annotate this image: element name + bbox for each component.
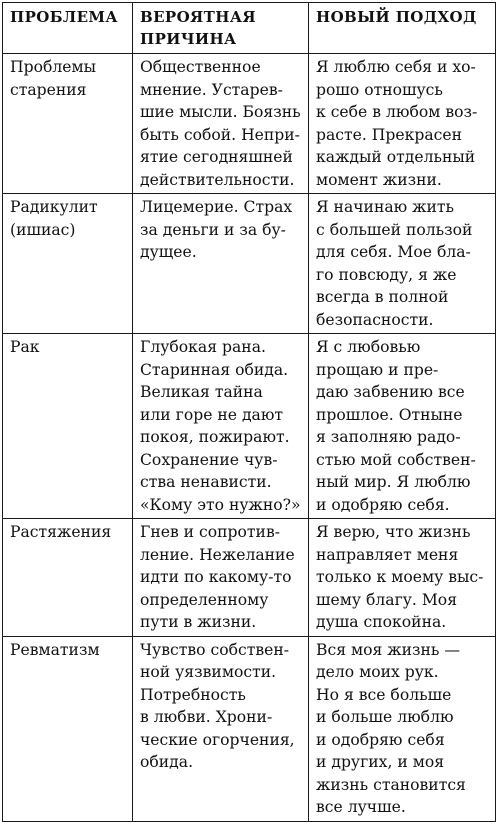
cell-line: ческие огорчения, — [140, 730, 295, 749]
problem-cause-table — [2, 2, 496, 822]
cell-line: в любви. Хрони- — [140, 708, 273, 726]
cell-line: Растяжения — [10, 523, 112, 541]
cell-line: определенному — [140, 590, 269, 609]
cell-line: Рак — [10, 338, 40, 356]
cell-line: жизнь становится — [316, 775, 466, 794]
cell-approach — [309, 519, 496, 637]
cell-line: Гнев и сопротив- — [140, 523, 280, 541]
header-cause: ВЕРОЯТНАЯ ПРИЧИНА — [133, 3, 309, 54]
cell-line: Лицемерие. Страх — [140, 198, 293, 216]
cell-line: и больше люблю — [316, 708, 454, 726]
table-body — [3, 54, 496, 822]
cell-line: старения — [10, 80, 87, 99]
table-row — [3, 636, 496, 821]
cell-line: го повсюду, я же — [316, 265, 457, 284]
cell-line: и других, и моя — [316, 753, 445, 771]
cell-line: Радикулит — [10, 198, 98, 216]
cell-line: мнение. Устарев- — [140, 80, 283, 99]
cell-cause — [133, 334, 309, 519]
cell-line: безопасности. — [316, 310, 434, 329]
cell-approach — [309, 194, 496, 334]
cell-line: шие мысли. Боязнь — [140, 103, 301, 121]
cell-line: Проблемы — [10, 58, 97, 76]
cell-problem — [3, 194, 133, 334]
header-problem: ПРОБЛЕМА — [3, 3, 133, 54]
cell-line: прошлое. Отныне — [316, 405, 463, 424]
cell-line: момент жизни. — [316, 170, 442, 189]
cell-line: за деньги и за бу- — [140, 220, 286, 239]
cell-problem — [3, 519, 133, 637]
cell-line: дело моих рук. — [316, 663, 439, 681]
cell-line: пути в жизни. — [140, 613, 257, 631]
cell-line: все лучше. — [316, 798, 406, 816]
table-row — [3, 334, 496, 519]
cell-line: дущее. — [140, 243, 197, 261]
cell-line: для себя. Мое бла- — [316, 243, 471, 261]
cell-line: Но я все больше — [316, 685, 452, 704]
cell-line: и одобряю себя. — [316, 495, 450, 514]
header-row — [3, 3, 496, 54]
cell-line: Великая тайна — [140, 383, 263, 401]
cell-line: Старинная обида. — [140, 360, 289, 379]
cell-line: «Кому это нужно?» — [140, 495, 301, 514]
cell-line: Потребность — [140, 685, 246, 704]
cell-line: с большей пользой — [316, 220, 473, 239]
cell-cause — [133, 636, 309, 821]
table-header — [3, 3, 496, 54]
cell-line: даю забвению все — [316, 383, 465, 401]
cell-problem — [3, 334, 133, 519]
cell-line: я заполняю радо- — [316, 428, 461, 446]
cell-line: ства ненависти. — [140, 473, 272, 491]
cell-line: Общественное — [140, 58, 261, 76]
cell-line: прощаю и пре- — [316, 360, 439, 379]
cell-line: рошо отношусь — [316, 80, 443, 99]
cell-line: действительности. — [140, 170, 295, 189]
cell-line: и одобряю себя — [316, 730, 445, 749]
cell-line: душа спокойна. — [316, 613, 447, 631]
header-approach: НОВЫЙ ПОДХОД — [309, 3, 496, 54]
cell-line: стью мой собствен- — [316, 450, 476, 469]
cell-line: каждый отдельный — [316, 148, 476, 166]
cell-line: ятие сегодняшней — [140, 148, 293, 166]
cell-line: шему благу. Моя — [316, 590, 458, 609]
cell-line: Я с любовью — [316, 338, 421, 356]
cell-line: Вся моя жизнь — — [316, 640, 460, 659]
table-row — [3, 54, 496, 194]
cell-line: ной уязвимости. — [140, 663, 277, 681]
cell-line: идти по какому-то — [140, 568, 292, 586]
cell-approach — [309, 54, 496, 194]
cell-line: Я начинаю жить — [316, 198, 455, 216]
table-row — [3, 194, 496, 334]
cell-approach — [309, 636, 496, 821]
cell-line: (ишиас) — [10, 220, 76, 239]
cell-line: к себе в любом воз- — [316, 103, 478, 121]
cell-line: Я люблю себя и хо- — [316, 58, 476, 76]
cell-line: обида. — [140, 753, 194, 771]
cell-line: или горе не дают — [140, 405, 284, 424]
cell-cause — [133, 519, 309, 637]
cell-line: Глубокая рана. — [140, 338, 266, 356]
cell-line: расте. Прекрасен — [316, 125, 462, 144]
cell-line: Я верю, что жизнь — [316, 523, 471, 541]
cell-line: только к моему выс- — [316, 568, 484, 586]
cell-line: всегда в полной — [316, 288, 449, 306]
cell-line: Сохранение чув- — [140, 450, 278, 469]
cell-problem — [3, 636, 133, 821]
cell-line: быть собой. Непри- — [140, 125, 300, 144]
cell-line: Ревматизм — [10, 640, 100, 659]
cell-line: направляет меня — [316, 545, 459, 564]
cell-approach — [309, 334, 496, 519]
table-row — [3, 519, 496, 637]
cell-cause — [133, 194, 309, 334]
cell-line: ный мир. Я люблю — [316, 473, 471, 491]
cell-line: Чувство собствен- — [140, 640, 290, 659]
cell-line: покоя, пожирают. — [140, 428, 290, 446]
cell-line: ление. Нежелание — [140, 545, 295, 564]
cell-cause — [133, 54, 309, 194]
cell-problem — [3, 54, 133, 194]
